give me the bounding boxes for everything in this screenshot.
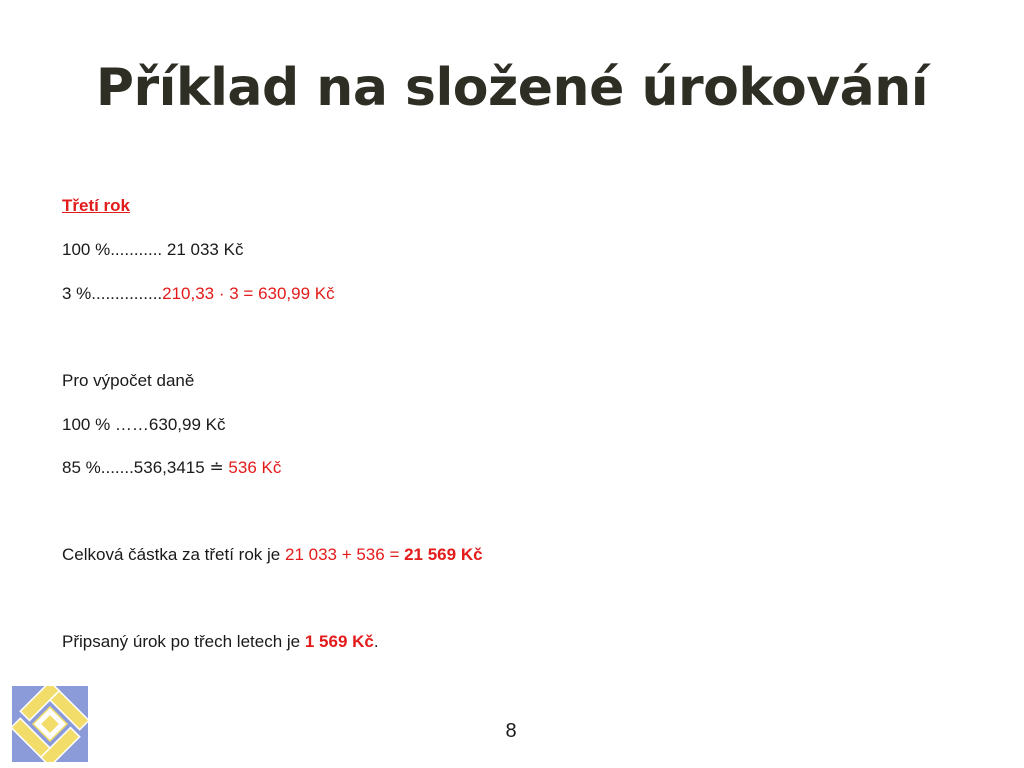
interest-line-suffix: . [373,632,379,651]
woven-square-logo-icon [12,686,88,762]
tax-heading: Pro výpočet daně [62,371,195,390]
calc-line-1: 100 %........... 21 033 Kč [62,240,244,259]
tax-line-2-prefix: 85 %.......536,3415 ≐ [62,458,229,477]
tax-line-1: 100 % ……630,99 Kč [62,415,226,434]
calc-line-2 [62,284,335,304]
calc-line-2-prefix: 3 %............... [62,284,163,303]
tax-line-2 [62,458,281,478]
total-line-prefix: Celková částka za třetí rok je [62,545,285,564]
section-heading: Třetí rok [62,196,131,215]
interest-line-prefix: Připsaný úrok po třech letech je [62,632,305,651]
tax-line-2-result: 536 Kč [228,458,282,477]
total-line-sum: 21 033 + 536 = [284,545,405,564]
calc-line-2-result: 210,33 · 3 = 630,99 Kč [162,284,335,303]
slide-title: Příklad na složené úrokování [95,58,929,118]
total-line [62,545,483,565]
interest-line [62,632,379,652]
page-number: 8 [505,720,517,742]
total-line-result: 21 569 Kč [404,545,483,564]
interest-line-result: 1 569 Kč [304,632,374,651]
